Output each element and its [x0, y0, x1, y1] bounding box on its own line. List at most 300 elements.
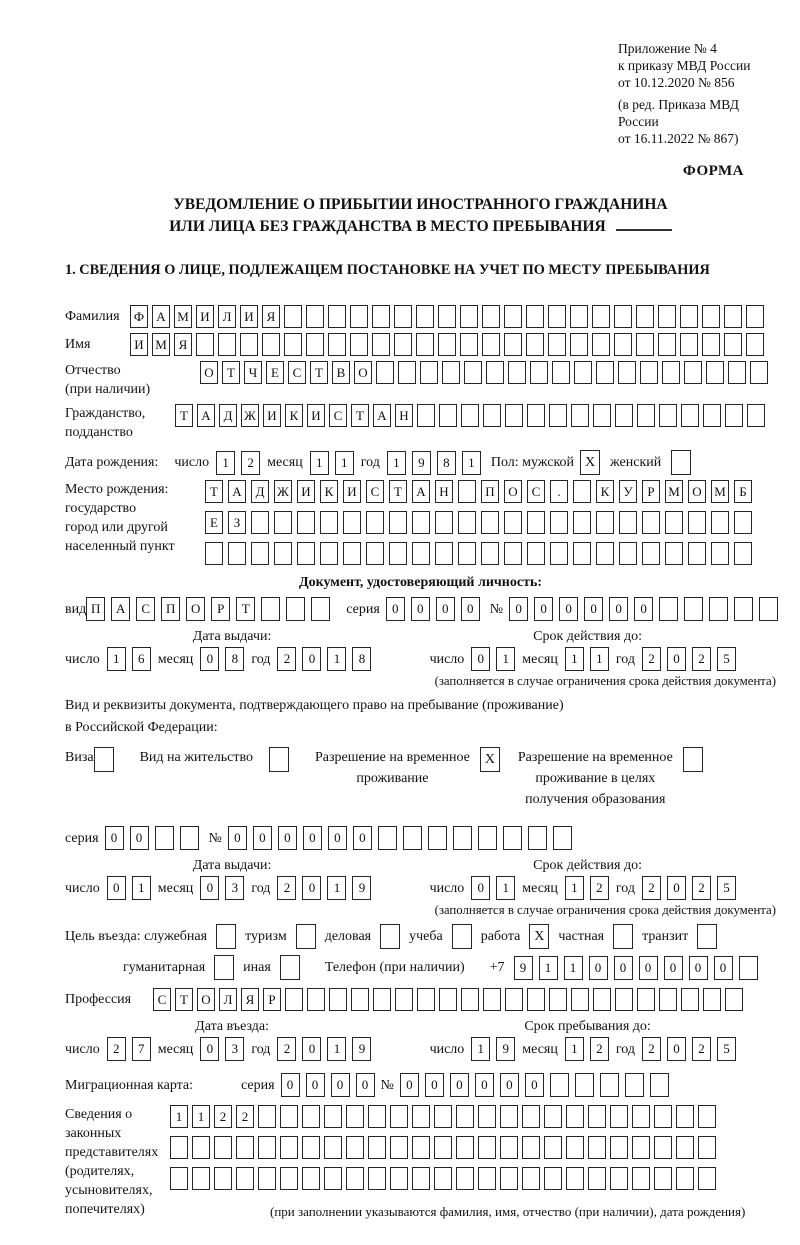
- char-cell[interactable]: О: [197, 988, 215, 1011]
- transit-checkbox[interactable]: [697, 924, 717, 949]
- char-cell[interactable]: [155, 826, 174, 850]
- char-cell[interactable]: [412, 1105, 430, 1128]
- char-cell[interactable]: 0: [667, 1037, 686, 1061]
- char-cell[interactable]: И: [196, 305, 214, 328]
- char-cell[interactable]: 8: [352, 647, 371, 671]
- char-cell[interactable]: 0: [328, 826, 347, 850]
- res-number-cells[interactable]: [228, 826, 572, 850]
- char-cell[interactable]: [632, 1105, 650, 1128]
- char-cell[interactable]: С: [136, 597, 155, 621]
- char-cell[interactable]: [637, 988, 655, 1011]
- char-cell[interactable]: [698, 1167, 716, 1190]
- char-cell[interactable]: [416, 333, 434, 356]
- char-cell[interactable]: [285, 988, 303, 1011]
- char-cell[interactable]: 0: [105, 826, 124, 850]
- char-cell[interactable]: [759, 597, 778, 621]
- char-cell[interactable]: И: [297, 480, 315, 503]
- char-cell[interactable]: 8: [437, 451, 456, 475]
- char-cell[interactable]: 0: [306, 1073, 325, 1097]
- char-cell[interactable]: Т: [236, 597, 255, 621]
- char-cell[interactable]: 1: [471, 1037, 490, 1061]
- char-cell[interactable]: [527, 988, 545, 1011]
- char-cell[interactable]: 0: [471, 876, 490, 900]
- char-cell[interactable]: [343, 511, 361, 534]
- char-cell[interactable]: 0: [400, 1073, 419, 1097]
- char-cell[interactable]: [725, 404, 743, 427]
- char-cell[interactable]: [588, 1136, 606, 1159]
- char-cell[interactable]: Н: [395, 404, 413, 427]
- char-cell[interactable]: [614, 305, 632, 328]
- char-cell[interactable]: [286, 597, 305, 621]
- entry-day-cells[interactable]: [107, 1037, 151, 1061]
- char-cell[interactable]: [453, 826, 472, 850]
- char-cell[interactable]: [483, 988, 501, 1011]
- char-cell[interactable]: [549, 404, 567, 427]
- char-cell[interactable]: [724, 305, 742, 328]
- char-cell[interactable]: 0: [509, 597, 528, 621]
- char-cell[interactable]: 0: [253, 826, 272, 850]
- visa-checkbox[interactable]: [94, 747, 114, 772]
- char-cell[interactable]: 0: [281, 1073, 300, 1097]
- char-cell[interactable]: С: [366, 480, 384, 503]
- char-cell[interactable]: [553, 826, 572, 850]
- char-cell[interactable]: 1: [564, 956, 583, 980]
- char-cell[interactable]: [566, 1105, 584, 1128]
- char-cell[interactable]: [297, 511, 315, 534]
- char-cell[interactable]: [522, 1105, 540, 1128]
- char-cell[interactable]: [390, 1105, 408, 1128]
- char-cell[interactable]: Р: [263, 988, 281, 1011]
- char-cell[interactable]: [458, 542, 476, 565]
- char-cell[interactable]: [328, 305, 346, 328]
- char-cell[interactable]: 0: [130, 826, 149, 850]
- char-cell[interactable]: 0: [664, 956, 683, 980]
- char-cell[interactable]: 0: [200, 647, 219, 671]
- stay-month-cells[interactable]: [565, 1037, 609, 1061]
- char-cell[interactable]: [302, 1105, 320, 1128]
- char-cell[interactable]: [625, 1073, 644, 1097]
- birthplace-line3-cells[interactable]: [205, 542, 752, 565]
- char-cell[interactable]: [526, 305, 544, 328]
- char-cell[interactable]: [218, 333, 236, 356]
- char-cell[interactable]: [435, 542, 453, 565]
- char-cell[interactable]: [464, 361, 482, 384]
- char-cell[interactable]: [196, 333, 214, 356]
- char-cell[interactable]: [434, 1105, 452, 1128]
- char-cell[interactable]: [438, 305, 456, 328]
- char-cell[interactable]: 0: [500, 1073, 519, 1097]
- char-cell[interactable]: 0: [425, 1073, 444, 1097]
- char-cell[interactable]: [658, 305, 676, 328]
- char-cell[interactable]: Я: [241, 988, 259, 1011]
- char-cell[interactable]: 0: [200, 1037, 219, 1061]
- char-cell[interactable]: 0: [331, 1073, 350, 1097]
- char-cell[interactable]: 0: [584, 597, 603, 621]
- business-checkbox[interactable]: [216, 924, 236, 949]
- char-cell[interactable]: Я: [174, 333, 192, 356]
- stay-year-cells[interactable]: [642, 1037, 736, 1061]
- iddoc-issue-day-cells[interactable]: [107, 647, 151, 671]
- char-cell[interactable]: 2: [277, 1037, 296, 1061]
- char-cell[interactable]: 0: [302, 1037, 321, 1061]
- char-cell[interactable]: 1: [590, 647, 609, 671]
- char-cell[interactable]: А: [373, 404, 391, 427]
- char-cell[interactable]: 0: [411, 597, 430, 621]
- representatives-line1-cells[interactable]: [170, 1105, 745, 1128]
- char-cell[interactable]: В: [332, 361, 350, 384]
- char-cell[interactable]: [504, 542, 522, 565]
- char-cell[interactable]: [504, 333, 522, 356]
- char-cell[interactable]: И: [130, 333, 148, 356]
- char-cell[interactable]: 1: [539, 956, 558, 980]
- char-cell[interactable]: [328, 333, 346, 356]
- char-cell[interactable]: 1: [327, 876, 346, 900]
- char-cell[interactable]: [350, 305, 368, 328]
- res-series-cells[interactable]: [105, 826, 199, 850]
- char-cell[interactable]: [280, 1167, 298, 1190]
- char-cell[interactable]: [574, 361, 592, 384]
- char-cell[interactable]: [504, 305, 522, 328]
- char-cell[interactable]: Д: [251, 480, 269, 503]
- char-cell[interactable]: А: [228, 480, 246, 503]
- other-checkbox[interactable]: [280, 955, 300, 980]
- char-cell[interactable]: [486, 361, 504, 384]
- char-cell[interactable]: 0: [639, 956, 658, 980]
- char-cell[interactable]: [460, 333, 478, 356]
- entry-month-cells[interactable]: [200, 1037, 244, 1061]
- char-cell[interactable]: [284, 333, 302, 356]
- char-cell[interactable]: 2: [692, 1037, 711, 1061]
- resdoc-expiry-day-cells[interactable]: [471, 876, 515, 900]
- char-cell[interactable]: [403, 826, 422, 850]
- char-cell[interactable]: [500, 1105, 518, 1128]
- char-cell[interactable]: Д: [219, 404, 237, 427]
- char-cell[interactable]: 0: [667, 876, 686, 900]
- char-cell[interactable]: [711, 542, 729, 565]
- char-cell[interactable]: [324, 1136, 342, 1159]
- char-cell[interactable]: 9: [352, 1037, 371, 1061]
- char-cell[interactable]: И: [343, 480, 361, 503]
- char-cell[interactable]: [505, 988, 523, 1011]
- char-cell[interactable]: [505, 404, 523, 427]
- char-cell[interactable]: [351, 988, 369, 1011]
- char-cell[interactable]: [297, 542, 315, 565]
- char-cell[interactable]: [548, 305, 566, 328]
- char-cell[interactable]: [550, 542, 568, 565]
- char-cell[interactable]: К: [320, 480, 338, 503]
- char-cell[interactable]: М: [711, 480, 729, 503]
- iddoc-issue-year-cells[interactable]: [277, 647, 371, 671]
- char-cell[interactable]: А: [412, 480, 430, 503]
- char-cell[interactable]: [680, 305, 698, 328]
- char-cell[interactable]: [373, 988, 391, 1011]
- char-cell[interactable]: 7: [132, 1037, 151, 1061]
- char-cell[interactable]: [412, 542, 430, 565]
- char-cell[interactable]: [416, 305, 434, 328]
- char-cell[interactable]: [636, 305, 654, 328]
- char-cell[interactable]: 2: [590, 1037, 609, 1061]
- char-cell[interactable]: 5: [717, 647, 736, 671]
- char-cell[interactable]: Ж: [274, 480, 292, 503]
- char-cell[interactable]: 1: [327, 1037, 346, 1061]
- char-cell[interactable]: [724, 333, 742, 356]
- char-cell[interactable]: [368, 1136, 386, 1159]
- char-cell[interactable]: [262, 333, 280, 356]
- char-cell[interactable]: [703, 404, 721, 427]
- char-cell[interactable]: 6: [132, 647, 151, 671]
- char-cell[interactable]: 2: [107, 1037, 126, 1061]
- char-cell[interactable]: [389, 511, 407, 534]
- char-cell[interactable]: [461, 404, 479, 427]
- doc-type-cells[interactable]: [86, 597, 330, 621]
- char-cell[interactable]: [478, 826, 497, 850]
- char-cell[interactable]: [702, 333, 720, 356]
- char-cell[interactable]: 0: [534, 597, 553, 621]
- char-cell[interactable]: [600, 1073, 619, 1097]
- char-cell[interactable]: Т: [205, 480, 223, 503]
- char-cell[interactable]: [481, 542, 499, 565]
- char-cell[interactable]: [728, 361, 746, 384]
- char-cell[interactable]: [439, 404, 457, 427]
- char-cell[interactable]: [522, 1167, 540, 1190]
- char-cell[interactable]: [527, 511, 545, 534]
- char-cell[interactable]: [588, 1105, 606, 1128]
- char-cell[interactable]: 0: [714, 956, 733, 980]
- char-cell[interactable]: 0: [525, 1073, 544, 1097]
- char-cell[interactable]: [684, 361, 702, 384]
- char-cell[interactable]: [500, 1167, 518, 1190]
- char-cell[interactable]: Е: [266, 361, 284, 384]
- char-cell[interactable]: [654, 1105, 672, 1128]
- char-cell[interactable]: 0: [386, 597, 405, 621]
- char-cell[interactable]: 0: [303, 826, 322, 850]
- char-cell[interactable]: 2: [236, 1105, 254, 1128]
- char-cell[interactable]: [258, 1167, 276, 1190]
- char-cell[interactable]: И: [240, 305, 258, 328]
- char-cell[interactable]: [636, 333, 654, 356]
- char-cell[interactable]: [615, 404, 633, 427]
- char-cell[interactable]: [734, 597, 753, 621]
- char-cell[interactable]: Ч: [244, 361, 262, 384]
- char-cell[interactable]: [522, 1136, 540, 1159]
- char-cell[interactable]: С: [288, 361, 306, 384]
- char-cell[interactable]: [482, 305, 500, 328]
- char-cell[interactable]: 8: [225, 647, 244, 671]
- char-cell[interactable]: [544, 1167, 562, 1190]
- char-cell[interactable]: [654, 1167, 672, 1190]
- char-cell[interactable]: [442, 361, 460, 384]
- char-cell[interactable]: Т: [389, 480, 407, 503]
- char-cell[interactable]: 1: [107, 647, 126, 671]
- char-cell[interactable]: С: [527, 480, 545, 503]
- char-cell[interactable]: 0: [689, 956, 708, 980]
- char-cell[interactable]: [592, 305, 610, 328]
- resdoc-expiry-month-cells[interactable]: [565, 876, 609, 900]
- char-cell[interactable]: О: [186, 597, 205, 621]
- char-cell[interactable]: 1: [327, 647, 346, 671]
- char-cell[interactable]: [284, 305, 302, 328]
- representatives-line2-cells[interactable]: [170, 1136, 745, 1159]
- char-cell[interactable]: К: [285, 404, 303, 427]
- char-cell[interactable]: О: [688, 480, 706, 503]
- char-cell[interactable]: 2: [642, 647, 661, 671]
- char-cell[interactable]: 0: [356, 1073, 375, 1097]
- birthplace-line2-cells[interactable]: [205, 511, 752, 534]
- char-cell[interactable]: 1: [387, 451, 406, 475]
- char-cell[interactable]: [346, 1105, 364, 1128]
- char-cell[interactable]: [632, 1167, 650, 1190]
- char-cell[interactable]: 9: [352, 876, 371, 900]
- char-cell[interactable]: [573, 511, 591, 534]
- char-cell[interactable]: [684, 597, 703, 621]
- char-cell[interactable]: [614, 333, 632, 356]
- char-cell[interactable]: [261, 597, 280, 621]
- char-cell[interactable]: М: [174, 305, 192, 328]
- char-cell[interactable]: [412, 1136, 430, 1159]
- char-cell[interactable]: Ф: [130, 305, 148, 328]
- char-cell[interactable]: [508, 361, 526, 384]
- char-cell[interactable]: Р: [642, 480, 660, 503]
- char-cell[interactable]: 0: [302, 647, 321, 671]
- char-cell[interactable]: [435, 511, 453, 534]
- male-checkbox[interactable]: X: [580, 450, 600, 475]
- iddoc-expiry-month-cells[interactable]: [565, 647, 609, 671]
- char-cell[interactable]: [665, 542, 683, 565]
- char-cell[interactable]: 1: [335, 451, 354, 475]
- char-cell[interactable]: П: [481, 480, 499, 503]
- char-cell[interactable]: 1: [192, 1105, 210, 1128]
- char-cell[interactable]: [654, 1136, 672, 1159]
- resdoc-issue-month-cells[interactable]: [200, 876, 244, 900]
- char-cell[interactable]: 1: [565, 1037, 584, 1061]
- name-cells[interactable]: [130, 333, 764, 356]
- char-cell[interactable]: [596, 511, 614, 534]
- char-cell[interactable]: Т: [351, 404, 369, 427]
- char-cell[interactable]: 1: [462, 451, 481, 475]
- char-cell[interactable]: [550, 1073, 569, 1097]
- char-cell[interactable]: [350, 333, 368, 356]
- char-cell[interactable]: [170, 1136, 188, 1159]
- char-cell[interactable]: [372, 305, 390, 328]
- char-cell[interactable]: [389, 542, 407, 565]
- char-cell[interactable]: 5: [717, 876, 736, 900]
- char-cell[interactable]: [482, 333, 500, 356]
- char-cell[interactable]: [746, 333, 764, 356]
- char-cell[interactable]: [205, 542, 223, 565]
- char-cell[interactable]: [307, 988, 325, 1011]
- private-checkbox[interactable]: [613, 924, 633, 949]
- char-cell[interactable]: [398, 361, 416, 384]
- char-cell[interactable]: 1: [170, 1105, 188, 1128]
- char-cell[interactable]: [329, 988, 347, 1011]
- char-cell[interactable]: [676, 1136, 694, 1159]
- char-cell[interactable]: [258, 1136, 276, 1159]
- char-cell[interactable]: 2: [241, 451, 260, 475]
- char-cell[interactable]: [571, 404, 589, 427]
- char-cell[interactable]: [549, 988, 567, 1011]
- char-cell[interactable]: [320, 542, 338, 565]
- char-cell[interactable]: [570, 333, 588, 356]
- char-cell[interactable]: О: [504, 480, 522, 503]
- char-cell[interactable]: 0: [667, 647, 686, 671]
- char-cell[interactable]: [170, 1167, 188, 1190]
- char-cell[interactable]: [346, 1136, 364, 1159]
- char-cell[interactable]: [376, 361, 394, 384]
- char-cell[interactable]: [504, 511, 522, 534]
- char-cell[interactable]: 0: [609, 597, 628, 621]
- char-cell[interactable]: Т: [175, 988, 193, 1011]
- char-cell[interactable]: [698, 1136, 716, 1159]
- char-cell[interactable]: [258, 1105, 276, 1128]
- char-cell[interactable]: [709, 597, 728, 621]
- tourism-checkbox[interactable]: [296, 924, 316, 949]
- char-cell[interactable]: [456, 1167, 474, 1190]
- char-cell[interactable]: [192, 1167, 210, 1190]
- char-cell[interactable]: [458, 480, 476, 503]
- char-cell[interactable]: 2: [642, 1037, 661, 1061]
- char-cell[interactable]: [688, 511, 706, 534]
- char-cell[interactable]: Т: [222, 361, 240, 384]
- char-cell[interactable]: 2: [214, 1105, 232, 1128]
- char-cell[interactable]: [428, 826, 447, 850]
- char-cell[interactable]: [734, 542, 752, 565]
- char-cell[interactable]: 2: [590, 876, 609, 900]
- char-cell[interactable]: [483, 404, 501, 427]
- iddoc-expiry-day-cells[interactable]: [471, 647, 515, 671]
- char-cell[interactable]: А: [152, 305, 170, 328]
- char-cell[interactable]: [439, 988, 457, 1011]
- resdoc-expiry-year-cells[interactable]: [642, 876, 736, 900]
- resdoc-issue-day-cells[interactable]: [107, 876, 151, 900]
- char-cell[interactable]: М: [152, 333, 170, 356]
- char-cell[interactable]: 5: [717, 1037, 736, 1061]
- char-cell[interactable]: [302, 1136, 320, 1159]
- char-cell[interactable]: [481, 511, 499, 534]
- char-cell[interactable]: 0: [471, 647, 490, 671]
- char-cell[interactable]: [528, 826, 547, 850]
- entry-year-cells[interactable]: [277, 1037, 371, 1061]
- char-cell[interactable]: Т: [175, 404, 193, 427]
- char-cell[interactable]: [593, 404, 611, 427]
- char-cell[interactable]: О: [200, 361, 218, 384]
- char-cell[interactable]: [366, 511, 384, 534]
- char-cell[interactable]: 0: [228, 826, 247, 850]
- char-cell[interactable]: [676, 1105, 694, 1128]
- resdoc-issue-year-cells[interactable]: [277, 876, 371, 900]
- stay-day-cells[interactable]: [471, 1037, 515, 1061]
- work-checkbox[interactable]: X: [529, 924, 549, 949]
- char-cell[interactable]: 2: [692, 647, 711, 671]
- char-cell[interactable]: С: [329, 404, 347, 427]
- char-cell[interactable]: [659, 597, 678, 621]
- char-cell[interactable]: [550, 511, 568, 534]
- char-cell[interactable]: Н: [435, 480, 453, 503]
- char-cell[interactable]: [390, 1167, 408, 1190]
- char-cell[interactable]: К: [596, 480, 614, 503]
- char-cell[interactable]: [478, 1136, 496, 1159]
- doc-number-cells[interactable]: [509, 597, 778, 621]
- char-cell[interactable]: 0: [107, 876, 126, 900]
- char-cell[interactable]: [274, 542, 292, 565]
- char-cell[interactable]: [548, 333, 566, 356]
- iddoc-issue-month-cells[interactable]: [200, 647, 244, 671]
- delovaya-checkbox[interactable]: [380, 924, 400, 949]
- char-cell[interactable]: [274, 511, 292, 534]
- char-cell[interactable]: З: [228, 511, 246, 534]
- char-cell[interactable]: 0: [634, 597, 653, 621]
- char-cell[interactable]: 3: [225, 1037, 244, 1061]
- char-cell[interactable]: 0: [475, 1073, 494, 1097]
